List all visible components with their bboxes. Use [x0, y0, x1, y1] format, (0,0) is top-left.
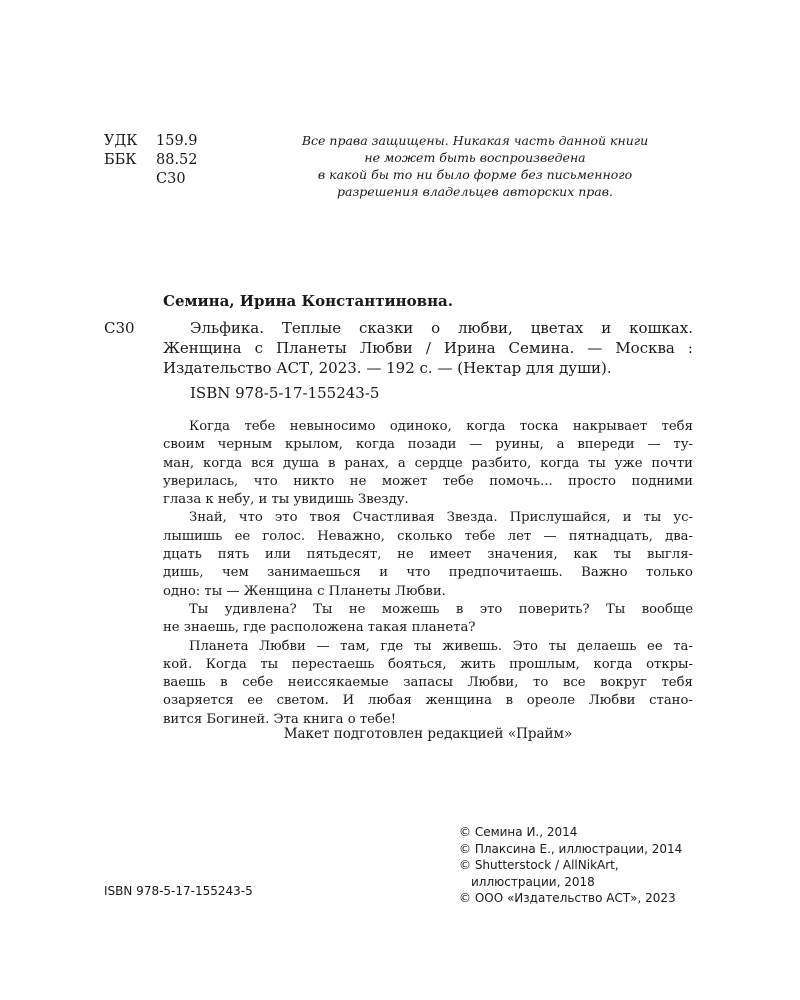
word: когда: [355, 437, 395, 453]
word: уже: [614, 455, 643, 471]
word: Любви: [588, 693, 636, 709]
word: тебе: [244, 419, 276, 434]
rights-line: в какой бы то ни было форме без письменного: [317, 167, 633, 182]
word: Ты: [313, 601, 333, 617]
word: можешь: [381, 601, 440, 617]
bbk-value: 88.52: [156, 152, 198, 168]
word: в: [505, 693, 514, 709]
word: сердце: [414, 455, 463, 471]
word: —: [647, 437, 661, 453]
word: одиноко,: [389, 419, 452, 434]
word: бояться,: [387, 656, 447, 672]
cutter-mark: С30: [104, 319, 135, 337]
annotation-line: [163, 546, 693, 564]
word: Когда: [189, 419, 231, 434]
annotation-line: [163, 509, 693, 527]
word: Неважно,: [317, 528, 385, 544]
word: любви,: [457, 319, 513, 337]
word: с: [254, 339, 264, 357]
word: ты: [613, 547, 632, 563]
word: крылом,: [285, 437, 343, 453]
annotation-line: [163, 436, 693, 454]
word: своим: [163, 437, 205, 453]
word: ее: [247, 693, 263, 709]
word: —: [316, 638, 330, 654]
biblio-line: [163, 338, 693, 358]
word: голос.: [262, 528, 306, 544]
word: что: [406, 565, 431, 581]
word: только: [645, 565, 693, 581]
word: два-: [665, 528, 693, 544]
word: и: [379, 565, 389, 581]
word: дцать: [163, 547, 202, 563]
cutter-code: С30: [156, 171, 186, 187]
word: Ирина: [443, 339, 496, 357]
word: удивлена?: [224, 601, 297, 617]
word: в: [327, 455, 336, 471]
word: откры-: [646, 656, 693, 672]
word: душа: [283, 455, 320, 471]
word: почти: [651, 455, 693, 471]
word: ореоле: [526, 693, 576, 709]
word: и: [622, 510, 632, 526]
annotation-line: [163, 455, 693, 473]
word: разбито,: [471, 455, 532, 471]
word: уверилась,: [163, 473, 239, 489]
word: делаешь: [576, 638, 637, 654]
annotation: [163, 418, 693, 729]
word: подними: [631, 473, 693, 489]
word: и: [601, 319, 612, 337]
word: чем: [221, 565, 249, 581]
word: Когда: [205, 656, 247, 672]
annotation-line: [163, 491, 693, 509]
word: стано-: [649, 693, 693, 709]
word: жить: [460, 656, 496, 672]
annotation-line: [163, 601, 693, 619]
word: просто: [568, 473, 616, 489]
word: а: [397, 455, 406, 471]
word: ты: [643, 510, 662, 526]
word: тебя: [661, 675, 693, 691]
word: может: [381, 473, 428, 489]
word: Ты: [189, 601, 209, 617]
rights-line: разрешения владельцев авторских прав.: [337, 184, 613, 199]
word: не знаешь, где расположена такая планета?: [163, 620, 476, 636]
word: цветах: [530, 319, 584, 337]
word: что: [253, 473, 278, 489]
annotation-line: [163, 583, 693, 601]
word: кошках.: [629, 319, 693, 337]
copyright-line: иллюстрации, 2018: [471, 874, 595, 889]
word: предпочитаешь.: [448, 565, 563, 581]
word: Эльфика.: [190, 319, 264, 337]
udk-value: 159.9: [156, 133, 198, 149]
word: где: [380, 638, 404, 654]
cutter-row: [104, 170, 198, 189]
word: что: [238, 510, 263, 526]
udk-row: [104, 132, 198, 151]
word: ранах,: [344, 455, 389, 471]
word: ее: [234, 528, 251, 544]
word: ты: [413, 638, 432, 654]
word: выгля-: [647, 547, 693, 563]
word: имеет: [429, 547, 472, 563]
biblio-line: [163, 318, 693, 338]
word: сколько: [397, 528, 453, 544]
bbk-row: [104, 151, 198, 170]
word: не: [397, 547, 414, 563]
word: Женщина: [163, 339, 242, 357]
classification-codes: [104, 132, 198, 189]
word: —: [543, 528, 557, 544]
word: невыносимо: [289, 419, 376, 434]
word: в: [455, 601, 464, 617]
word: ты: [588, 455, 606, 471]
word: Любви,: [467, 675, 519, 691]
word: прошлым,: [509, 656, 580, 672]
isbn-footer: ISBN 978-5-17-155243-5: [104, 884, 253, 898]
word: /: [425, 339, 431, 357]
word: или: [265, 547, 291, 563]
word: неиссякаемые: [287, 675, 389, 691]
word: пять: [217, 547, 250, 563]
word: И: [342, 693, 355, 709]
word: Теплые: [281, 319, 342, 337]
word: когда: [540, 455, 580, 471]
word: женщина: [425, 693, 492, 709]
word: не: [348, 601, 366, 617]
word: в: [220, 675, 228, 691]
word: тебя: [661, 419, 693, 434]
word: значения,: [487, 547, 558, 563]
word: любая: [367, 693, 412, 709]
word: вся: [251, 455, 275, 471]
word: о: [431, 319, 441, 337]
word: когда: [593, 656, 633, 672]
word: себе: [242, 675, 274, 691]
word: вится Богиней. Эта книга о тебе!: [163, 711, 397, 727]
word: тебе: [464, 528, 496, 544]
copyright-line: © Плаксина Е., иллюстрации, 2014: [459, 841, 683, 856]
copyright-block: [459, 824, 682, 907]
word: пятнадцать,: [568, 528, 653, 544]
word: пятьдесят,: [306, 547, 382, 563]
word: поверить?: [518, 601, 590, 617]
word: когда: [203, 455, 243, 471]
word: ты: [548, 638, 567, 654]
word: Знай,: [189, 510, 227, 526]
annotation-line: [163, 692, 693, 710]
word: черным: [217, 437, 273, 453]
word: то: [533, 675, 549, 691]
annotation-line: [163, 619, 693, 637]
word: лышишь: [163, 528, 223, 544]
word: озаряется: [163, 693, 234, 709]
word: ман,: [163, 455, 195, 471]
word: помочь...: [489, 473, 553, 489]
word: Москва: [615, 339, 675, 357]
word: накрывает: [572, 419, 648, 434]
word: когда: [466, 419, 506, 434]
word: Любви: [359, 339, 413, 357]
annotation-line: [163, 656, 693, 674]
word: —: [469, 437, 483, 453]
word: сказки: [358, 319, 414, 337]
copyright-line: © Семина И., 2014: [459, 825, 578, 839]
word: никто: [293, 473, 335, 489]
word: тебе: [442, 473, 474, 489]
word: лет: [507, 528, 532, 544]
word: Планета: [189, 638, 249, 654]
word: Ты: [605, 601, 626, 617]
annotation-line: [163, 564, 693, 582]
bbk-label: ББК: [104, 152, 137, 168]
word: а: [556, 437, 565, 453]
word: ее: [647, 638, 663, 654]
word: глаза к небу, и ты увидишь Звезду.: [163, 492, 409, 508]
word: впереди: [577, 437, 635, 453]
annotation-line: [163, 528, 693, 546]
word: руины,: [495, 437, 544, 453]
word: ваешь: [163, 675, 206, 691]
copyright-line: © Shutterstock / AllNikArt,: [459, 858, 619, 872]
word: Семина.: [508, 339, 575, 357]
word: не: [349, 473, 367, 489]
word: запасы: [403, 675, 453, 691]
word: :: [687, 339, 693, 357]
word: одно: ты — Женщина с Планеты Любви.: [163, 583, 446, 599]
word: дишь,: [163, 565, 204, 581]
word: это: [479, 601, 503, 617]
word: Это: [512, 638, 538, 654]
word: живешь.: [442, 638, 503, 654]
word: ты: [260, 656, 279, 672]
word: там,: [340, 638, 370, 654]
word: Звезда.: [446, 510, 498, 526]
word: ус-: [673, 510, 693, 526]
rights-notice: [290, 132, 660, 200]
annotation-line: [163, 418, 693, 436]
word: это: [274, 510, 298, 526]
udk-label: УДК: [104, 133, 138, 149]
biblio-line: Издательство АСТ, 2023. — 192 с. — (Нектар для души).: [163, 359, 612, 377]
annotation-line: [163, 473, 693, 491]
rights-line: Все права защищены. Никакая часть данной книги: [301, 133, 649, 148]
bibliographic-description: [163, 318, 693, 378]
word: вообще: [641, 601, 693, 617]
word: Важно: [581, 565, 628, 581]
isbn: ISBN 978-5-17-155243-5: [190, 384, 380, 402]
word: Прислушайся,: [509, 510, 611, 526]
word: светом.: [276, 693, 329, 709]
prepared-by: Макет подготовлен редакцией «Прайм»: [283, 726, 573, 742]
word: та-: [673, 638, 693, 654]
word: Планеты: [276, 339, 347, 357]
word: вокруг: [600, 675, 647, 691]
word: Счастливая: [352, 510, 435, 526]
word: Любви: [259, 638, 306, 654]
word: позади: [407, 437, 457, 453]
annotation-line: [163, 674, 693, 692]
word: все: [562, 675, 586, 691]
word: тоска: [519, 419, 559, 434]
word: перестаешь: [291, 656, 375, 672]
word: как: [573, 547, 598, 563]
word: твоя: [309, 510, 341, 526]
word: ту-: [673, 437, 693, 453]
word: —: [587, 339, 603, 357]
rights-line: не может быть воспроизведена: [364, 150, 586, 165]
copyright-line: © ООО «Издательство АСТ», 2023: [459, 891, 676, 905]
annotation-line: [163, 638, 693, 656]
word: кой.: [163, 656, 193, 672]
author-heading: Семина, Ирина Константиновна.: [163, 292, 453, 310]
word: занимаешься: [267, 565, 361, 581]
